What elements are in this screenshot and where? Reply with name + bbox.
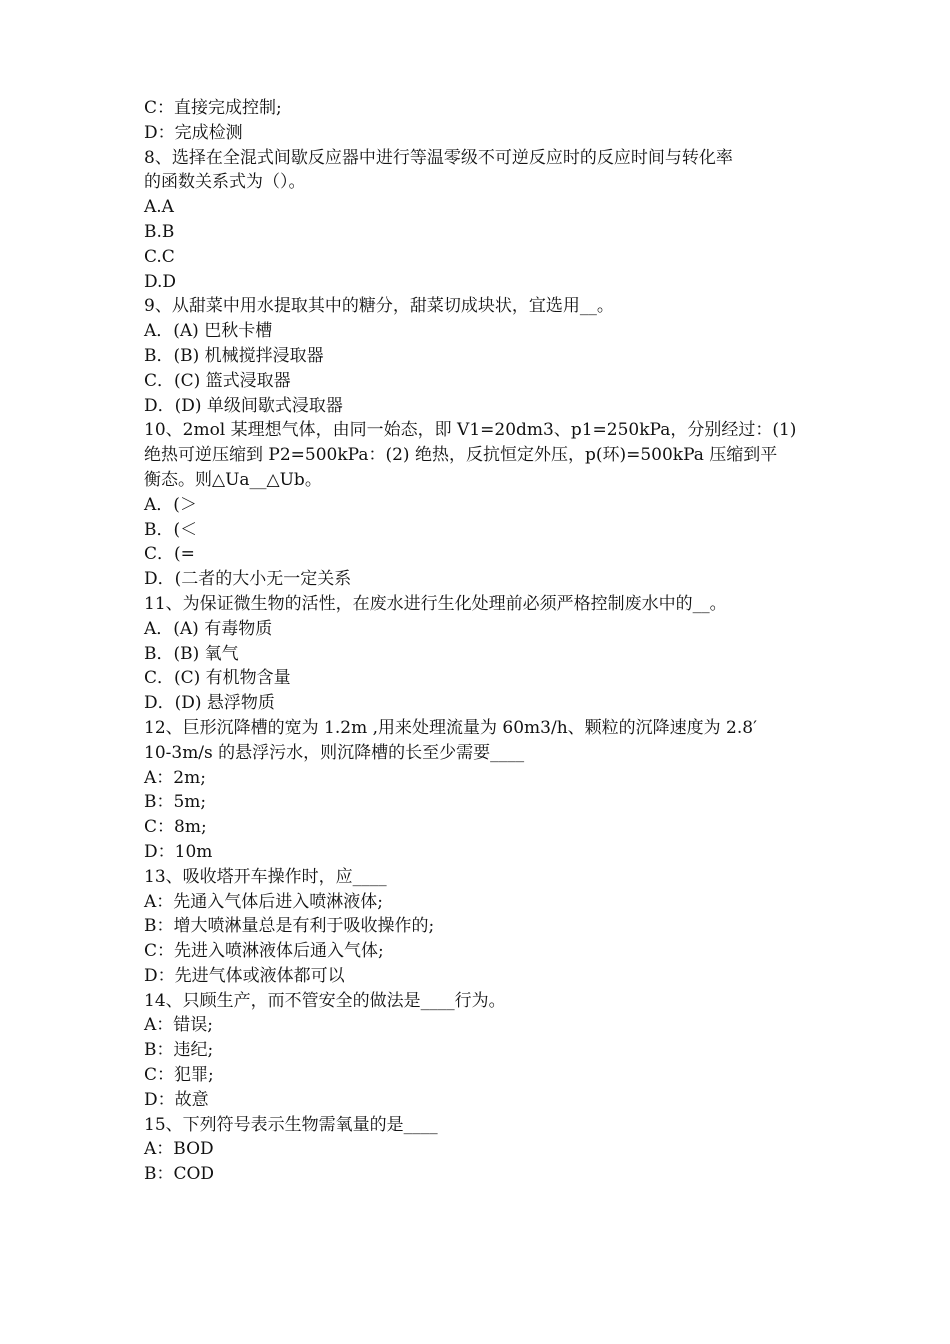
question-8-option-b: B.B [144, 221, 175, 242]
option-c-direct-control: C：直接完成控制; [144, 98, 282, 118]
question-10-text-line-1: 10、2mol 某理想气体，由同一始态，即 V1=20dm3、p1=250kPa，分别经过：(1) [144, 420, 797, 441]
question-14-option-a: A：错误; [144, 1015, 214, 1036]
question-13-option-a: A：先通入气体后进入喷淋液体; [144, 891, 384, 912]
question-10-text-line-3: 衡态。则△Ua__△Ub。 [144, 469, 322, 490]
question-10-option-c: C．(= [144, 544, 195, 565]
question-10-option-d: D．(二者的大小无一定关系 [144, 569, 352, 590]
question-8-option-d: D.D [144, 271, 177, 292]
question-10-option-a: A．(＞ [144, 494, 197, 515]
question-13-text: 13、吸收塔开车操作时，应____ [144, 866, 387, 887]
question-11-option-b: B．(B) 氧气 [144, 643, 239, 664]
option-d-complete-detection: D：完成检测 [144, 122, 243, 143]
question-11-option-a: A．(A) 有毒物质 [144, 618, 273, 639]
question-9-text: 9、从甜菜中用水提取其中的糖分，甜菜切成块状，宜选用__。 [144, 296, 614, 317]
question-8-option-a: A.A [144, 197, 174, 218]
question-15-text: 15、下列符号表示生物需氧量的是____ [144, 1114, 438, 1135]
question-14-option-d: D：故意 [144, 1089, 209, 1110]
question-12-option-b: B：5m; [144, 792, 207, 813]
question-8-text-line-1: 8、选择在全混式间歇反应器中进行等温零级不可逆反应时的反应时间与转化率 [144, 147, 733, 168]
question-9-option-b: B．(B) 机械搅拌浸取器 [144, 345, 324, 366]
document-page [144, 96, 816, 1187]
question-14-text: 14、只顾生产，而不管安全的做法是____行为。 [144, 990, 506, 1011]
question-11-option-c: C．(C) 有机物含量 [144, 668, 291, 689]
question-12-option-d: D：10m [144, 841, 213, 862]
question-11-text: 11、为保证微生物的活性，在废水进行生化处理前必须严格控制废水中的__。 [144, 593, 727, 614]
question-14-option-c: C：犯罪; [144, 1065, 214, 1086]
question-10-text-line-2: 绝热可逆压缩到 P2=500kPa：(2) 绝热，反抗恒定外压，p(环)=500kPa 压缩到平 [144, 445, 778, 466]
question-9-option-c: C．(C) 篮式浸取器 [144, 370, 291, 391]
question-13-option-b: B：增大喷淋量总是有利于吸收操作的; [144, 916, 435, 937]
question-10-option-b: B．(＜ [144, 519, 198, 540]
question-14-option-b: B：违纪; [144, 1040, 214, 1061]
question-11-option-d: D．(D) 悬浮物质 [144, 693, 275, 714]
question-12-text-line-2: 10-3m/s 的悬浮污水，则沉降槽的长至少需要____ [144, 742, 525, 763]
question-13-option-c: C：先进入喷淋液体后通入气体; [144, 941, 384, 962]
question-8-text-line-2: 的函数关系式为（）。 [144, 172, 306, 193]
question-9-option-d: D．(D) 单级间歇式浸取器 [144, 395, 343, 416]
question-12-option-c: C：8m; [144, 817, 207, 838]
question-9-option-a: A．(A) 巴秋卡槽 [144, 321, 273, 342]
question-15-option-a: A：BOD [144, 1139, 214, 1160]
question-12-option-a: A：2m; [144, 767, 206, 788]
question-15-option-b: B：COD [144, 1164, 215, 1185]
question-8-option-c: C.C [144, 246, 175, 267]
question-13-option-d: D：先进气体或液体都可以 [144, 965, 345, 986]
question-12-text-line-1: 12、巨形沉降槽的宽为 1.2m ,用来处理流量为 60m3/h、颗粒的沉降速度为 2.8′ [144, 717, 757, 738]
